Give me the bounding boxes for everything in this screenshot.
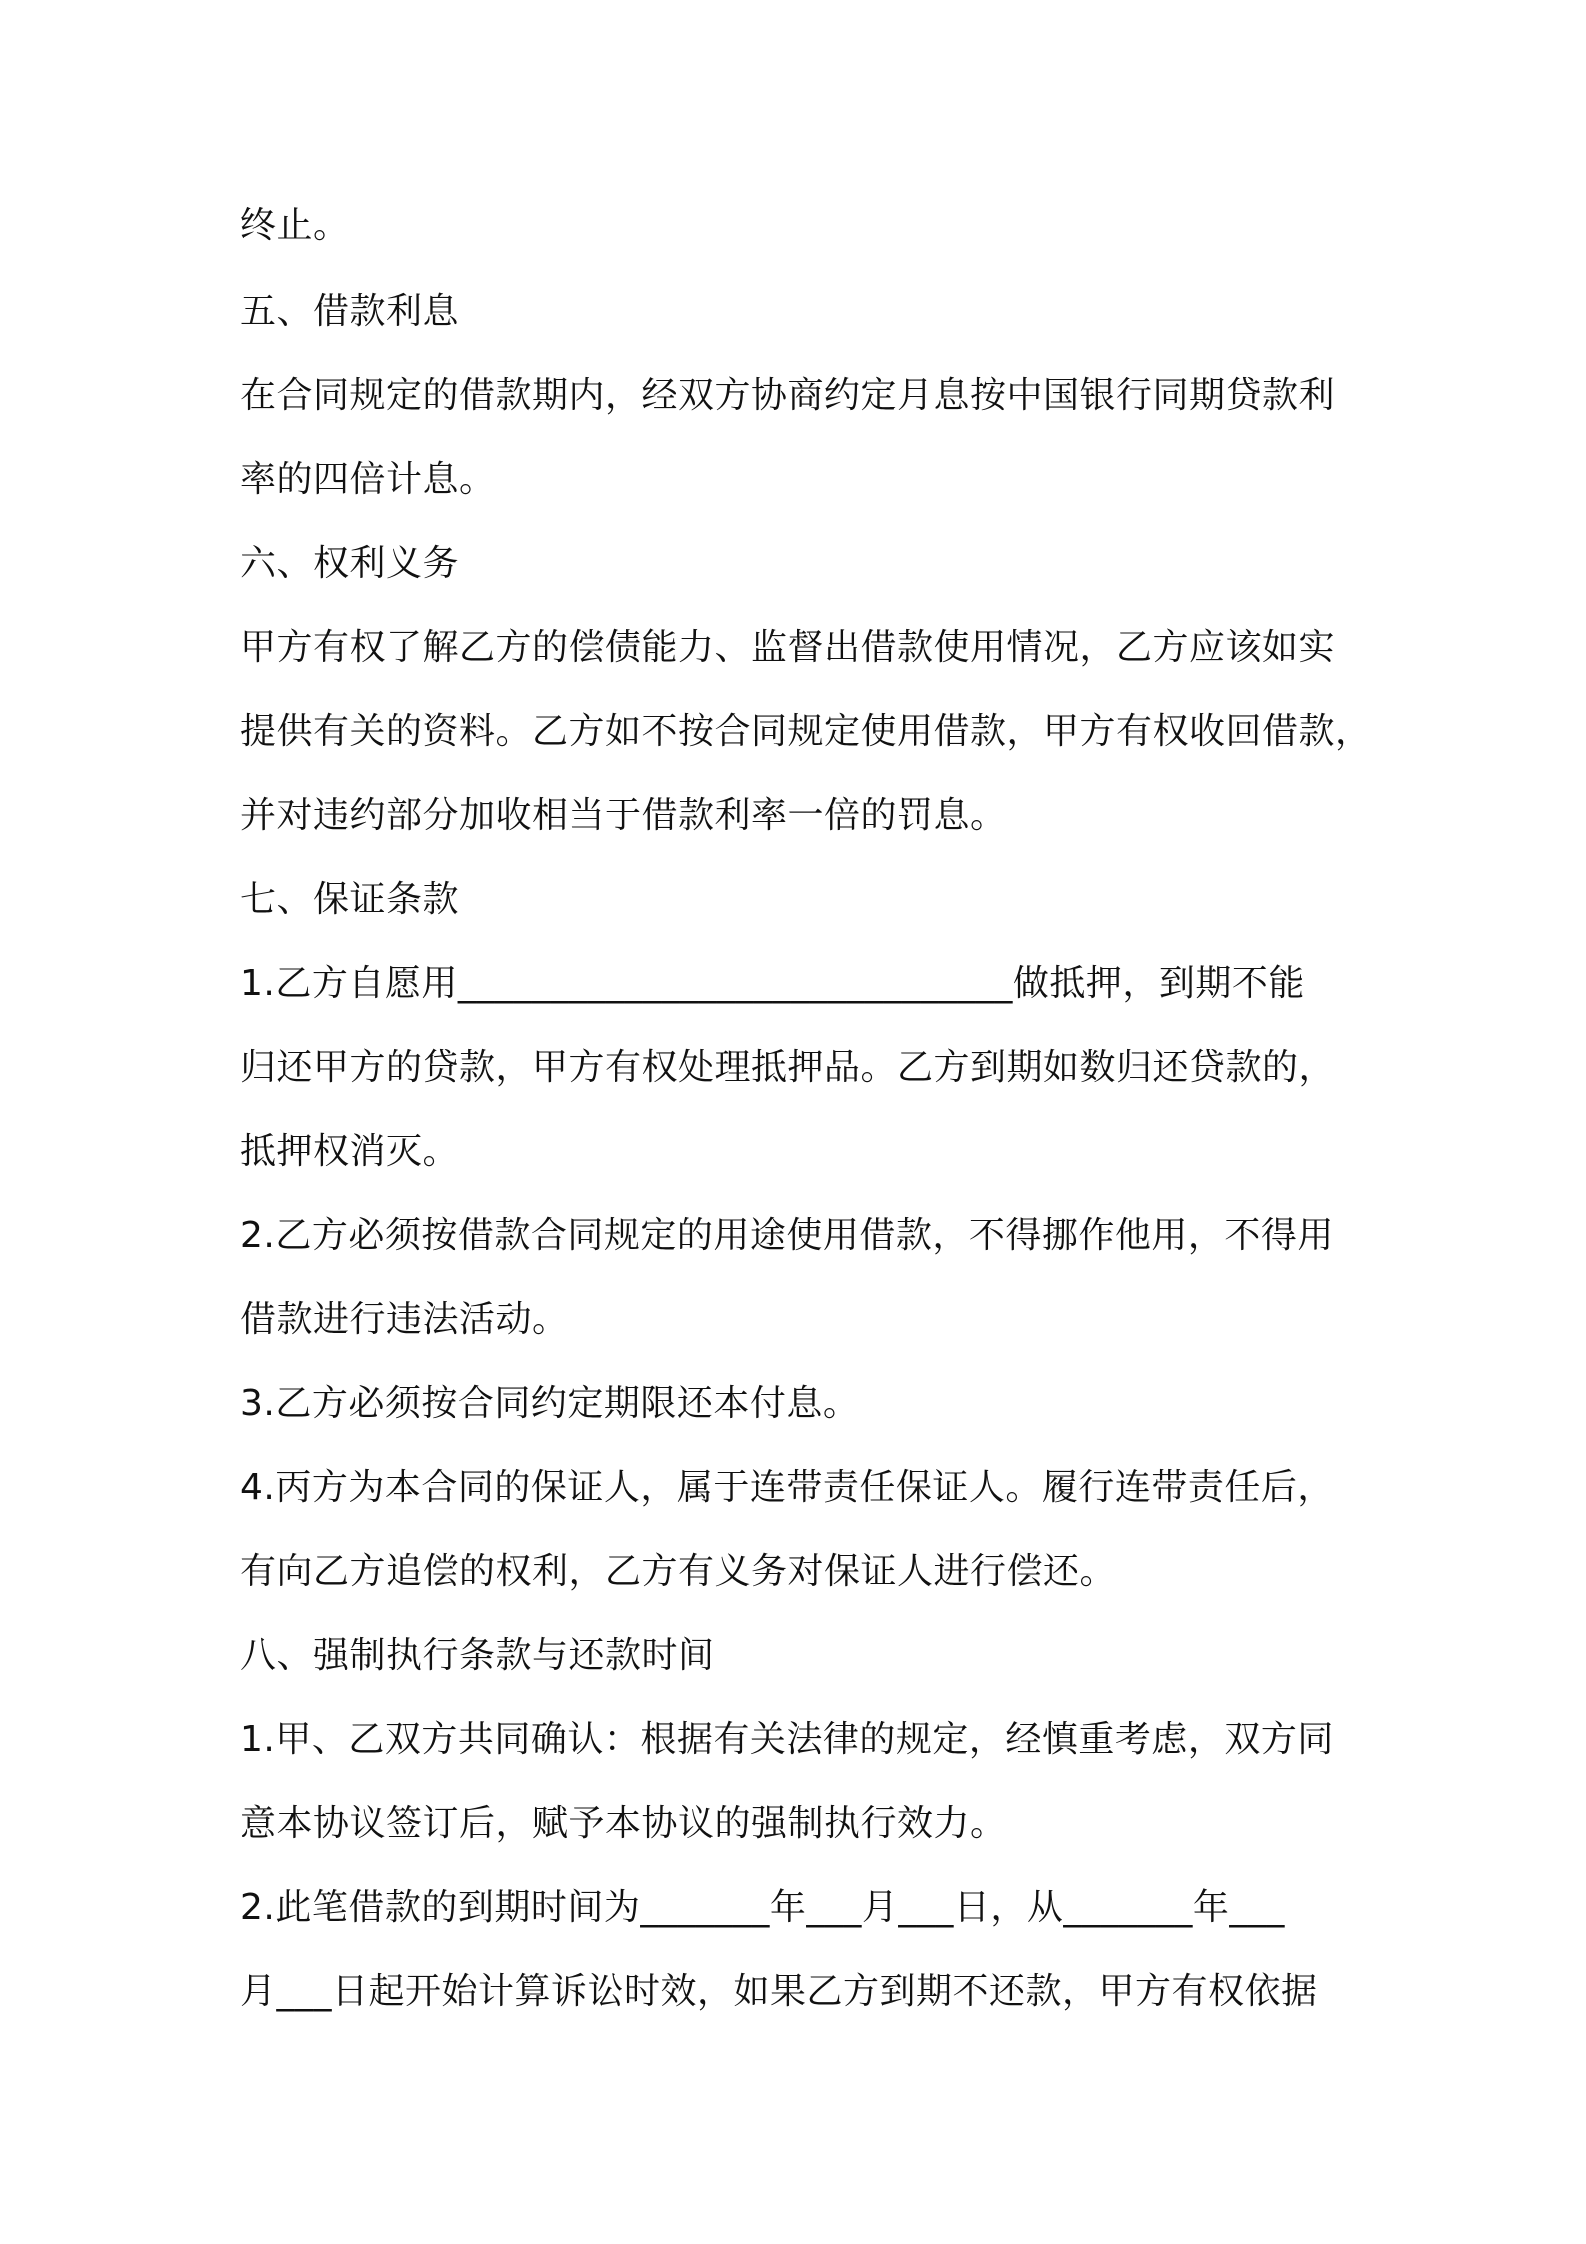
text-line: 2.乙方必须按借款合同规定的用途使用借款，不得挪作他用，不得用 (240, 1215, 1334, 1256)
text-line: 提供有关的资料。乙方如不按合同规定使用借款，甲方有权收回借款， (240, 711, 1372, 752)
text-line: 抵押权消灭。 (240, 1131, 460, 1172)
text-line: 甲方有权了解乙方的偿债能力、监督出借款使用情况，乙方应该如实 (240, 627, 1336, 668)
text-line: 1.甲、乙双方共同确认：根据有关法律的规定，经慎重考虑，双方同 (240, 1719, 1334, 1760)
text-line: 1.乙方自愿用______________________________做抵押，到期不能 (240, 963, 1305, 1004)
text-line: 归还甲方的贷款，甲方有权处理抵押品。乙方到期如数归还贷款的， (240, 1047, 1336, 1088)
section-heading-enforcement: 八、强制执行条款与还款时间 (240, 1635, 715, 1676)
text-line: 3.乙方必须按合同约定期限还本付息。 (240, 1383, 860, 1424)
text-line: 并对违约部分加收相当于借款利率一倍的罚息。 (240, 795, 1007, 836)
text-line: 终止。 (240, 205, 350, 246)
text-line: 率的四倍计息。 (240, 459, 496, 500)
text-line: 4.丙方为本合同的保证人，属于连带责任保证人。履行连带责任后， (240, 1467, 1334, 1508)
section-heading-interest: 五、借款利息 (240, 291, 460, 332)
text-line: 有向乙方追偿的权利，乙方有义务对保证人进行偿还。 (240, 1551, 1117, 1592)
text-line: 意本协议签订后，赋予本协议的强制执行效力。 (240, 1803, 1007, 1844)
text-line: 借款进行违法活动。 (240, 1299, 569, 1340)
text-line: 月___日起开始计算诉讼时效，如果乙方到期不还款，甲方有权依据 (240, 1971, 1318, 2012)
text-line: 2.此笔借款的到期时间为_______年___月___日，从_______年___ (240, 1887, 1285, 1928)
text-line: 在合同规定的借款期内，经双方协商约定月息按中国银行同期贷款利 (240, 375, 1336, 416)
section-heading-rights: 六、权利义务 (240, 543, 460, 584)
section-heading-guarantee: 七、保证条款 (240, 879, 460, 920)
